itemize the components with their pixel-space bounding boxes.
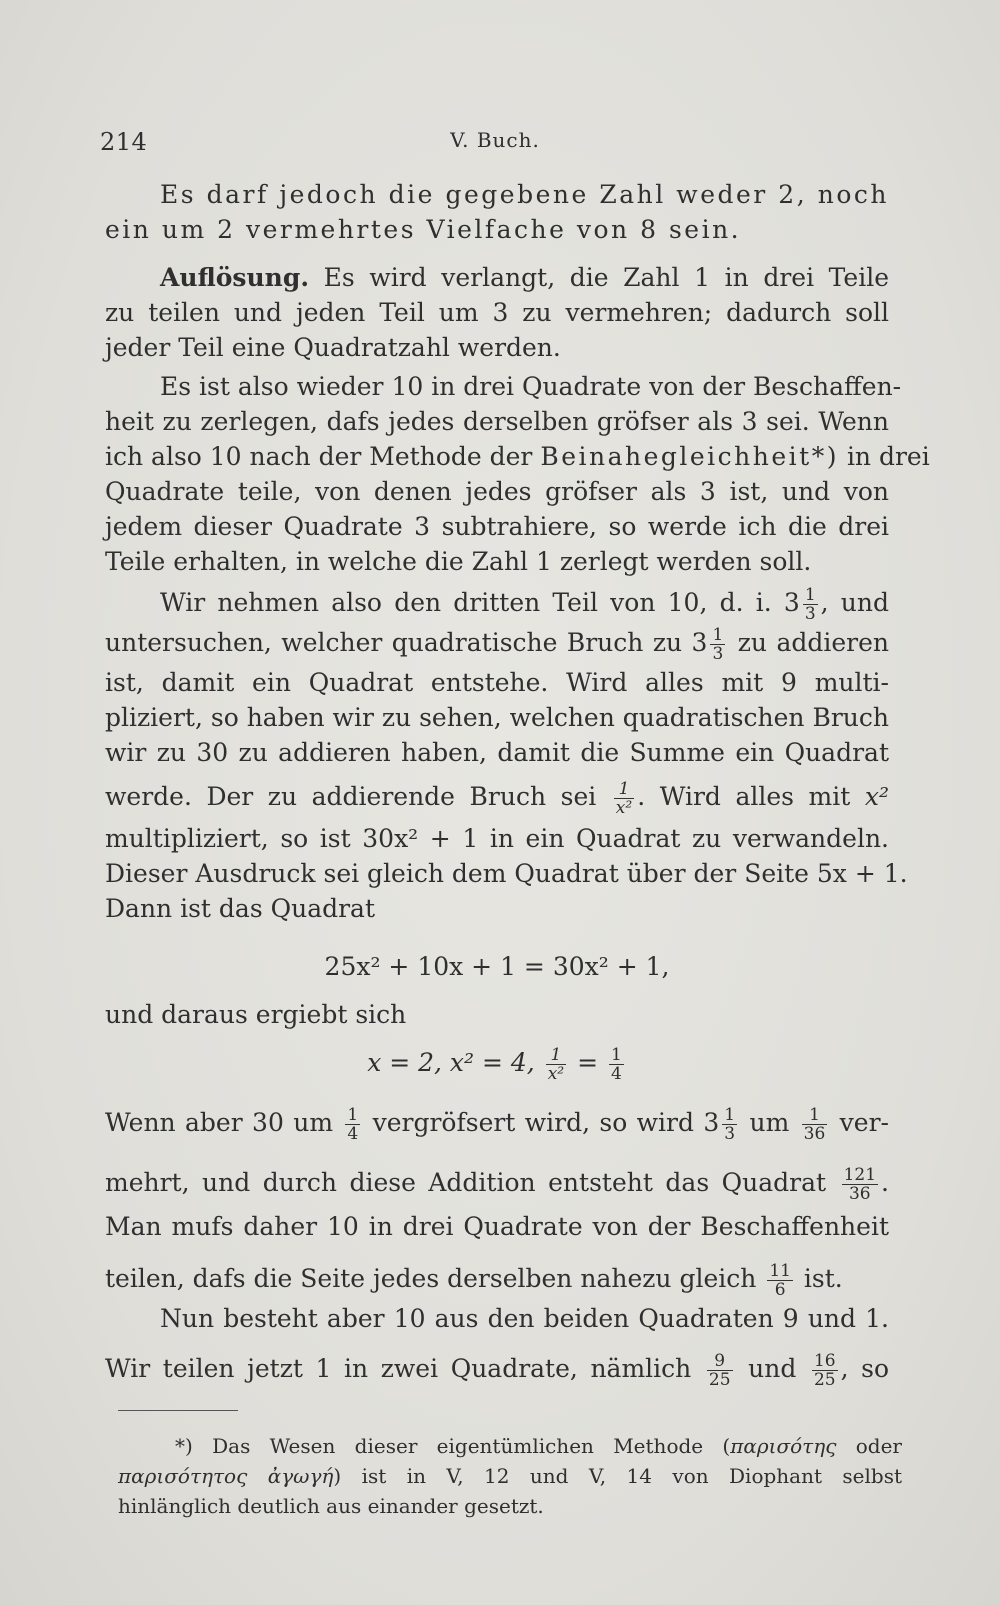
text-span: ver- (839, 1108, 889, 1137)
text-span: teilen, dafs die Seite jedes derselben nahezu gleich (105, 1264, 757, 1293)
running-title: V. Buch. (450, 128, 540, 152)
denominator: 4 (610, 1064, 622, 1084)
text-line: ist, damit ein Quadrat entstehe. Wird alles mit 9 multi- (105, 668, 889, 697)
fraction (546, 1046, 566, 1083)
text-span: Wenn aber 30 um (105, 1108, 334, 1137)
text-line: mehrt, und durch diese Addition entsteht das Quadrat $\frac{121}{36}$ . (105, 1165, 889, 1204)
text-span: mehrt, und durch diese Addition entsteht das Quadrat (105, 1168, 827, 1197)
math-variable: x² (864, 782, 889, 811)
text-line: Quadrate teile, von denen jedes gröfser als 3 ist, und von (105, 477, 889, 506)
equals-sign: = (577, 1048, 599, 1077)
text-line (160, 586, 889, 623)
numerator: 1 (809, 1105, 820, 1125)
text-line (105, 780, 889, 817)
text-line: Dann ist das Quadrat (105, 894, 376, 923)
text-span: untersuchen, welcher quadratische Bruch zu 3 (105, 628, 708, 657)
text-span: , und (820, 588, 889, 617)
fraction (812, 1352, 838, 1389)
text-line: Es ist also wieder 10 in drei Quadrate von der Beschaffen- (160, 372, 902, 401)
text-line: Nun besteht aber 10 aus den beiden Quadraten 9 und 1. (160, 1304, 889, 1333)
text-line: und daraus ergiebt sich (105, 1000, 407, 1029)
denominator: x² (547, 1064, 565, 1084)
text-span: . Wird alles mit (637, 782, 851, 811)
denominator: 4 (347, 1124, 359, 1144)
footnote-line (118, 1462, 902, 1490)
text-span: ) ist in V, 12 und V, 14 von Diophant selbst (333, 1464, 903, 1488)
text-span: *) Das Wesen dieser eigentümlichen Methode ( (175, 1434, 731, 1458)
equation: 25x² + 10x + 1 = 30x² + 1, (324, 952, 670, 981)
fraction (707, 1352, 733, 1389)
text-line (160, 263, 889, 293)
numerator: 1 (712, 625, 724, 645)
section-heading: Auflösung. (160, 263, 310, 292)
numerator: 1 (618, 779, 630, 799)
fraction (802, 1106, 828, 1143)
text-line (105, 1352, 889, 1389)
footnote-line (175, 1432, 902, 1460)
page-number: 214 (100, 128, 148, 156)
footnote-line: hinlänglich deutlich aus einander gesetzt. (118, 1494, 544, 1518)
emphasis: Beinahegleichheit*) (540, 442, 839, 471)
fraction (614, 780, 634, 817)
greek-term: παρισότητος ἀγωγή (118, 1464, 334, 1488)
text-span: Es wird verlangt, die Zahl 1 in drei Teile (323, 263, 889, 292)
numerator: 1 (724, 1105, 736, 1125)
text-line: Dieser Ausdruck sei gleich dem Quadrat über der Seite 5x + 1. (105, 859, 908, 888)
numerator: 1 (610, 1045, 622, 1065)
denominator: x² (615, 798, 633, 818)
fraction (609, 1046, 624, 1083)
text-line (105, 626, 889, 663)
fraction (767, 1262, 793, 1299)
text-span: und (748, 1354, 797, 1383)
numerator: 16 (813, 1351, 836, 1371)
text-span: , so (840, 1354, 890, 1383)
text-span: um (749, 1108, 790, 1137)
text-span: Wir nehmen also den dritten Teil von 10, d. i. 3 (160, 588, 800, 617)
denominator: 3 (804, 604, 816, 624)
text-line: Man mufs daher 10 in drei Quadrate von der Beschaffenheit (105, 1212, 889, 1241)
text-line: Es darf jedoch die gegebene Zahl weder 2, noch (160, 180, 889, 209)
fraction (803, 586, 818, 623)
denominator: 36 (803, 1124, 826, 1144)
text-span: in drei (846, 442, 930, 471)
text-line (105, 1106, 889, 1143)
fraction (842, 1166, 878, 1203)
text-line: multipliziert, so ist 30x² + 1 in ein Quadrat zu verwandeln. (105, 824, 889, 853)
text-line (105, 442, 930, 472)
denominator: 25 (708, 1370, 731, 1390)
equation-part: x = 2, x² = 4, (367, 1048, 535, 1077)
fraction (345, 1106, 360, 1143)
greek-term: παρισότης (730, 1434, 837, 1458)
numerator: 1 (804, 585, 816, 605)
numerator: 11 (769, 1261, 791, 1281)
numerator: 1 (347, 1105, 359, 1125)
text-span: vergröfsert wird, so wird 3 (372, 1108, 720, 1137)
equation (105, 1046, 889, 1083)
numerator: 9 (714, 1351, 726, 1371)
text-line: jedem dieser Quadrate 3 subtrahiere, so werde ich die drei (105, 512, 889, 541)
fraction (722, 1106, 737, 1143)
text-line: Teile erhalten, in welche die Zahl 1 zerlegt werden soll. (105, 547, 812, 576)
text-line (105, 1262, 889, 1299)
text-line: ein um 2 vermehrtes Vielfache von 8 sein. (105, 215, 742, 244)
text-span: zu addieren (737, 628, 889, 657)
text-line: heit zu zerlegen, dafs jedes derselben gröfser als 3 sei. Wenn (105, 407, 889, 436)
text-span: Wir teilen jetzt 1 in zwei Quadrate, nämlich (105, 1354, 692, 1383)
denominator: 6 (767, 1280, 793, 1299)
numerator: 1 (550, 1045, 562, 1065)
denominator: 36 (842, 1184, 878, 1203)
text-line: wir zu 30 zu addieren haben, damit die Summe ein Quadrat (105, 738, 889, 767)
text-span: ist. (803, 1264, 843, 1293)
denominator: 25 (813, 1370, 836, 1390)
denominator: 3 (712, 644, 724, 664)
text-line: zu teilen und jeden Teil um 3 zu vermehren; dadurch soll (105, 298, 889, 327)
text-line: jeder Teil eine Quadratzahl werden. (105, 333, 561, 362)
text-line: pliziert, so haben wir zu sehen, welchen quadratischen Bruch (105, 703, 889, 732)
text-span: werde. Der zu addierende Bruch sei (105, 782, 597, 811)
text-span: ich also 10 nach der Methode der (105, 442, 533, 471)
numerator: 121 (843, 1165, 877, 1185)
footnote-rule (118, 1410, 238, 1411)
fraction (710, 626, 725, 663)
text-span: oder (855, 1434, 902, 1458)
denominator: 3 (724, 1124, 736, 1144)
